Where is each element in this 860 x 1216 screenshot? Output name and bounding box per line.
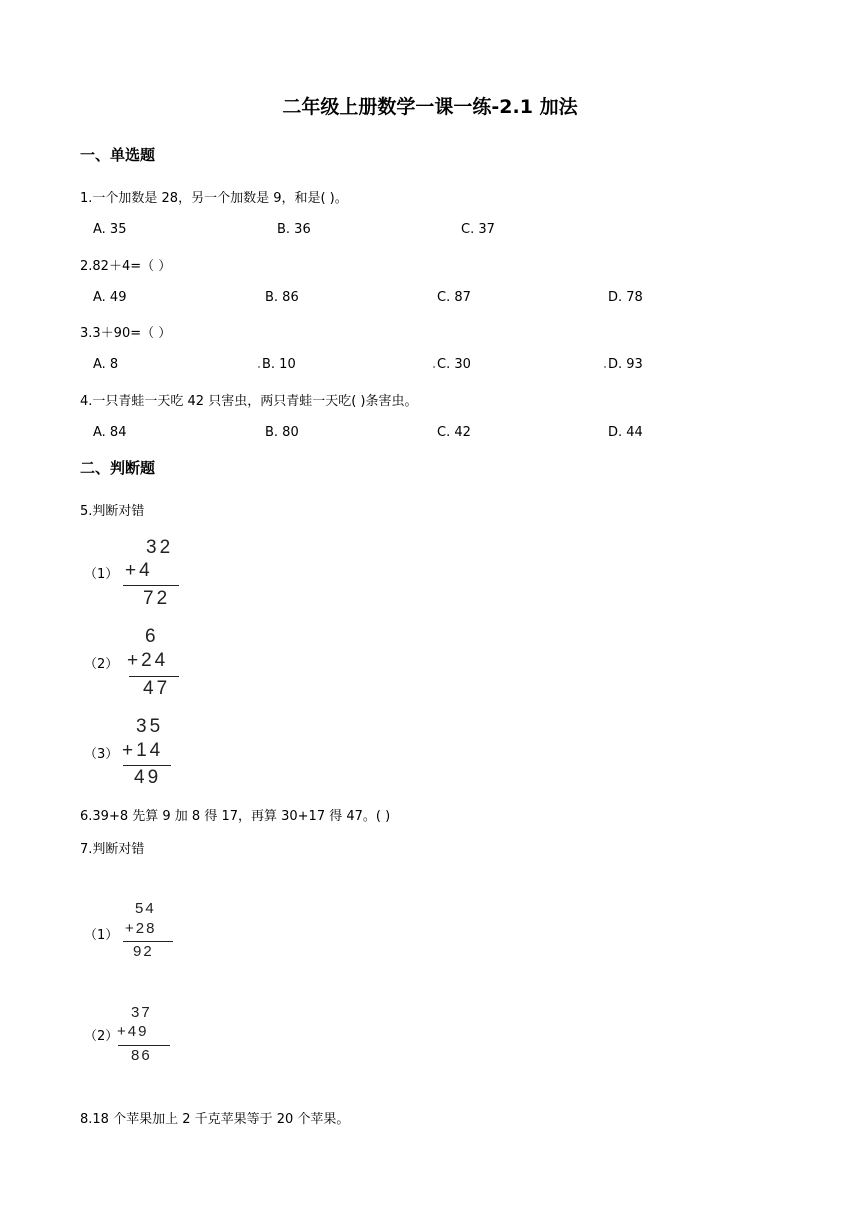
- option-b: B. 10: [262, 357, 296, 372]
- vertical-addend-top: 37: [131, 1004, 152, 1021]
- vertical-addend-top: 54: [135, 900, 156, 917]
- question-8: 8.18 个苹果加上 2 千克苹果等于 20 个苹果。: [80, 1112, 350, 1127]
- item-label: （1）: [84, 928, 119, 943]
- sum-line: [129, 676, 179, 677]
- vertical-result: 47: [143, 678, 171, 699]
- question-1: 1.一个加数是 28，另一个加数是 9，和是( )。: [80, 191, 348, 206]
- vertical-result: 86: [131, 1047, 152, 1064]
- sum-line: [118, 1045, 170, 1046]
- option-d: D. 78: [608, 290, 643, 305]
- question-6: 6.39+8 先算 9 加 8 得 17，再算 30+17 得 47。( ): [80, 809, 391, 824]
- sum-line: [123, 585, 179, 586]
- vertical-addend-top: 35: [136, 716, 164, 737]
- vertical-addend-top: 6: [145, 626, 159, 647]
- option-c: C. 37: [461, 222, 495, 237]
- question-4: 4.一只青蛙一天吃 42 只害虫，两只青蛙一天吃( )条害虫。: [80, 394, 418, 409]
- option-a: A. 84: [93, 425, 127, 440]
- item-label: （2）: [84, 657, 119, 672]
- vertical-addend-bottom: +14: [122, 740, 164, 761]
- item-label: （2）: [84, 1029, 119, 1044]
- option-d: D. 44: [608, 425, 643, 440]
- option-c: C. 87: [437, 290, 471, 305]
- vertical-result: 72: [143, 588, 171, 609]
- section-heading-single-choice: 一、单选题: [80, 146, 156, 164]
- option-a: A. 8: [93, 357, 119, 372]
- option-a: A. 35: [93, 222, 127, 237]
- item-label: （3）: [84, 747, 119, 762]
- item-label: （1）: [84, 567, 119, 582]
- question-2: 2.82＋4=（ ）: [80, 259, 172, 274]
- tab-mark: [258, 366, 260, 368]
- vertical-addend-bottom: +24: [127, 650, 169, 671]
- question-7: 7.判断对错: [80, 842, 145, 857]
- section-heading-true-false: 二、判断题: [80, 459, 156, 477]
- vertical-addend-bottom: +28: [125, 920, 157, 937]
- sum-line: [123, 941, 173, 942]
- option-b: B. 36: [277, 222, 311, 237]
- page-title: 二年级上册数学一课一练-2.1 加法: [282, 96, 578, 118]
- vertical-addend-top: 32: [146, 537, 174, 558]
- vertical-addend-bottom: +4: [125, 560, 153, 581]
- vertical-result: 92: [133, 943, 154, 960]
- option-b: B. 86: [265, 290, 299, 305]
- vertical-result: 49: [134, 767, 162, 788]
- option-b: B. 80: [265, 425, 299, 440]
- tab-mark: [433, 366, 435, 368]
- question-5: 5.判断对错: [80, 504, 145, 519]
- sum-line: [123, 765, 171, 766]
- option-d: D. 93: [608, 357, 643, 372]
- option-c: C. 30: [437, 357, 471, 372]
- option-a: A. 49: [93, 290, 127, 305]
- tab-mark: [604, 366, 606, 368]
- option-c: C. 42: [437, 425, 471, 440]
- question-3: 3.3＋90=（ ）: [80, 326, 172, 341]
- vertical-addend-bottom: +49: [117, 1023, 149, 1040]
